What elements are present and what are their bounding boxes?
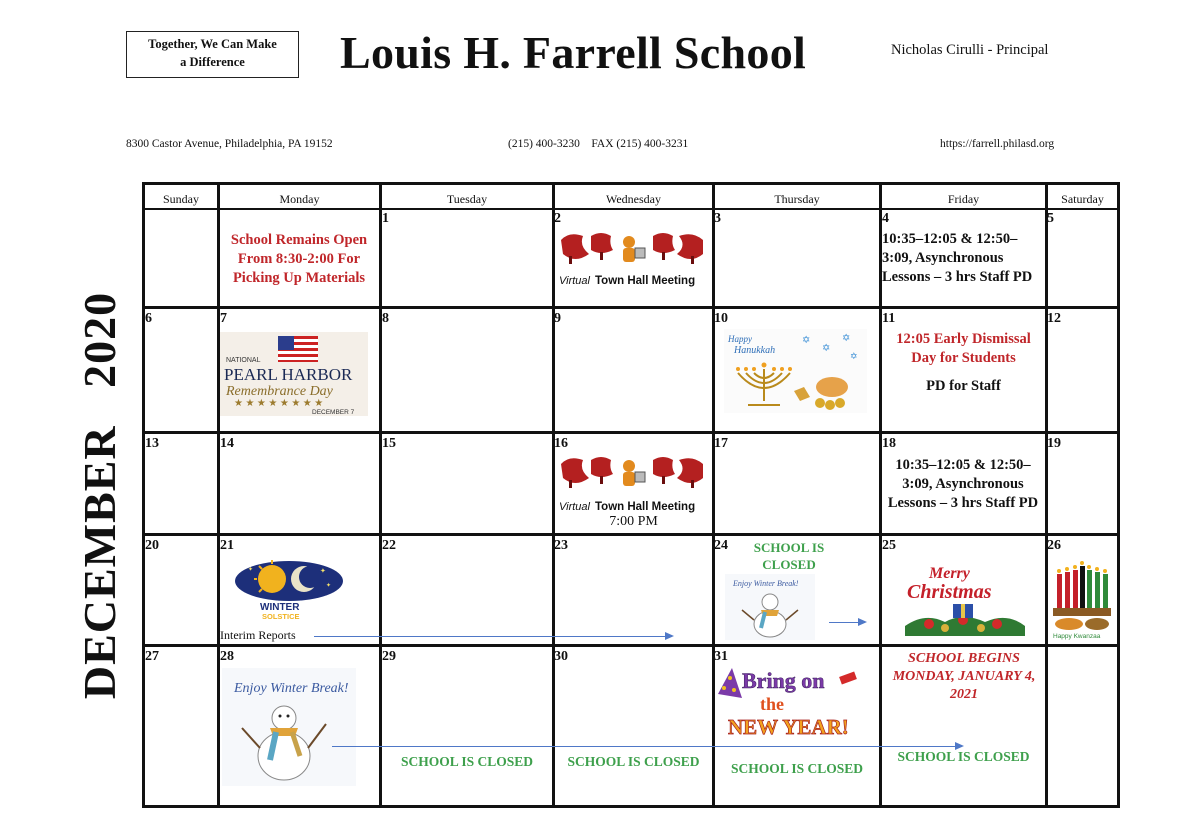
day-number: 29 [382, 649, 396, 664]
winter-solstice-text-2: SOLSTICE [262, 612, 300, 621]
pearl-harbor-text-3: Remembrance Day [226, 384, 333, 399]
day-number: 4 [882, 211, 889, 226]
svg-text:✡: ✡ [850, 351, 858, 361]
day-number: 30 [554, 649, 568, 664]
svg-text:✦: ✦ [326, 583, 332, 589]
pearl-harbor-text-2: PEARL HARBOR [224, 365, 353, 384]
day-number: 15 [382, 436, 396, 451]
interim-reports-label: Interim Reports [220, 628, 296, 642]
merry-christmas-text-2: Christmas [907, 581, 992, 603]
weekday-tuesday: Tuesday [446, 192, 488, 206]
weekday-saturday: Saturday [1061, 192, 1104, 206]
town-hall-caption-2: Town Hall Meeting [595, 275, 696, 287]
phone-fax: (215) 400-3230 FAX (215) 400-3231 [508, 138, 689, 150]
day-number: 20 [145, 538, 159, 553]
pearl-harbor-text-4: DECEMBER 7 [312, 409, 355, 416]
motto-line-2: a Difference [180, 55, 245, 69]
event-dec18-async: 10:35–12:05 & 12:50–3:09, Asynchronous Lessons – 3 hrs Staff PD [887, 457, 1039, 511]
day-number: 7 [220, 311, 227, 326]
day-number: 1 [382, 211, 389, 226]
day-number: 13 [145, 436, 159, 451]
day-number: 23 [554, 538, 568, 553]
kwanzaa-image [1049, 560, 1115, 640]
calendar-grid [142, 182, 1120, 808]
town-hall-caption-2: Town Hall Meeting [595, 501, 696, 513]
winter-break-arrow [829, 622, 865, 623]
winter-break-text-24: Enjoy Winter Break! [733, 579, 799, 588]
day-number: 18 [882, 436, 896, 451]
day-number: 31 [714, 649, 728, 664]
event-dec4-async: 10:35–12:05 & 12:50–3:09, Asynchronous Lessons – 3 hrs Staff PD [882, 231, 1033, 285]
hanukkah-image [724, 329, 867, 413]
hanukkah-text-2: Hanukkah [734, 345, 776, 356]
grid-line [217, 182, 220, 808]
pearl-harbor-image [220, 332, 368, 416]
day-number: 24 [714, 538, 728, 553]
winter-break-snowman-image [725, 574, 815, 640]
new-year-text-3: NEW YEAR! [728, 715, 849, 739]
motto-box [126, 31, 299, 78]
svg-text:✦: ✦ [320, 567, 326, 575]
month-label-text: DECEMBER 2020 [74, 291, 126, 699]
hanukkah-text-1: Happy [728, 334, 752, 344]
day-number: 22 [382, 538, 396, 553]
grid-line [1117, 182, 1120, 808]
weekday-wednesday: Wednesday [605, 192, 661, 206]
day-number: 27 [145, 649, 159, 664]
event-school-closed-29: SCHOOL IS CLOSED [400, 754, 534, 769]
grid-line [142, 805, 1120, 808]
day-number: 16 [554, 436, 568, 451]
day-number: 21 [220, 538, 234, 553]
day-number: 5 [1047, 211, 1054, 226]
grid-line [142, 431, 1120, 434]
day-number: 14 [220, 436, 234, 451]
school-name: Louis H. Farrell School [340, 27, 807, 78]
day-number: 3 [714, 211, 721, 226]
day-number: 17 [714, 436, 728, 451]
day-number: 25 [882, 538, 896, 553]
day-number: 10 [714, 311, 728, 326]
event-school-begins: SCHOOL BEGINS MONDAY, JANUARY 4, 2021 [892, 651, 1036, 702]
merry-christmas-image [899, 556, 1031, 642]
event-early-dismissal: 12:05 Early Dismissal Day for Students [896, 331, 1031, 366]
day-number: 28 [220, 649, 234, 664]
website-link[interactable]: https://farrell.philasd.org [940, 138, 1055, 150]
merry-christmas-text-1: Merry [929, 565, 970, 582]
weekday-friday: Friday [947, 192, 980, 206]
svg-text:★ ★ ★ ★ ★ ★ ★ ★: ★ ★ ★ ★ ★ ★ ★ ★ [234, 398, 324, 409]
new-year-text-1: Bring on [742, 668, 825, 693]
town-hall-caption-1: Virtual [559, 275, 590, 287]
weekday-thursday: Thursday [774, 192, 820, 206]
svg-text:✦: ✦ [248, 567, 254, 573]
weekday-sunday: Sunday [163, 192, 199, 206]
event-school-closed-24: SCHOOL IS CLOSED [753, 540, 825, 572]
winter-break-snowman-image [222, 668, 356, 786]
svg-text:✡: ✡ [822, 343, 831, 354]
event-school-closed-30: SCHOOL IS CLOSED [567, 754, 700, 769]
new-year-text-2: the [760, 694, 784, 714]
day-number: 2 [554, 211, 561, 226]
town-hall-caption-1: Virtual [559, 501, 590, 513]
motto-line-1: Together, We Can Make [148, 37, 277, 51]
town-hall-meeting-image [557, 232, 709, 290]
day-number: 12 [1047, 311, 1061, 326]
event-school-closed-jan: SCHOOL IS CLOSED [897, 749, 1030, 764]
town-hall-meeting-image [557, 456, 709, 516]
pearl-harbor-text-1: NATIONAL [226, 357, 261, 364]
grid-line [552, 182, 555, 808]
day-number: 6 [145, 311, 152, 326]
day-number: 8 [382, 311, 389, 326]
grid-line [142, 182, 1120, 185]
winter-solstice-image [234, 559, 344, 621]
event-town-hall-time: 7:00 PM [609, 514, 658, 529]
kwanzaa-text: Happy Kwanzaa [1053, 633, 1101, 640]
grid-line [142, 533, 1120, 536]
winter-solstice-text-1: WINTER [260, 602, 300, 613]
day-number: 11 [882, 311, 896, 326]
grid-line [379, 182, 382, 808]
new-year-image [716, 664, 874, 746]
grid-line [142, 644, 1120, 647]
event-school-remains-open: School Remains Open From 8:30-2:00 For Picking Up Materials [230, 232, 368, 286]
month-label [70, 260, 130, 730]
grid-line [142, 306, 1120, 309]
grid-line [1045, 182, 1048, 808]
svg-text:✡: ✡ [802, 335, 811, 346]
grid-line [712, 182, 715, 808]
school-address: 8300 Castor Avenue, Philadelphia, PA 19152 [126, 138, 333, 150]
svg-text:✡: ✡ [842, 333, 851, 344]
event-pd-for-staff: PD for Staff [926, 378, 1001, 394]
winter-break-arrow [332, 746, 962, 747]
grid-line [142, 208, 1120, 210]
winter-break-text-28: Enjoy Winter Break! [234, 681, 349, 696]
weekday-monday: Monday [279, 192, 320, 206]
day-number: 9 [554, 311, 561, 326]
event-school-closed-31: SCHOOL IS CLOSED [730, 761, 864, 776]
interim-reports-arrow [314, 636, 672, 637]
grid-line [142, 182, 145, 808]
day-number: 26 [1047, 538, 1061, 553]
principal-name: Nicholas Cirulli - Principal [891, 42, 1049, 58]
day-number: 19 [1047, 436, 1061, 451]
